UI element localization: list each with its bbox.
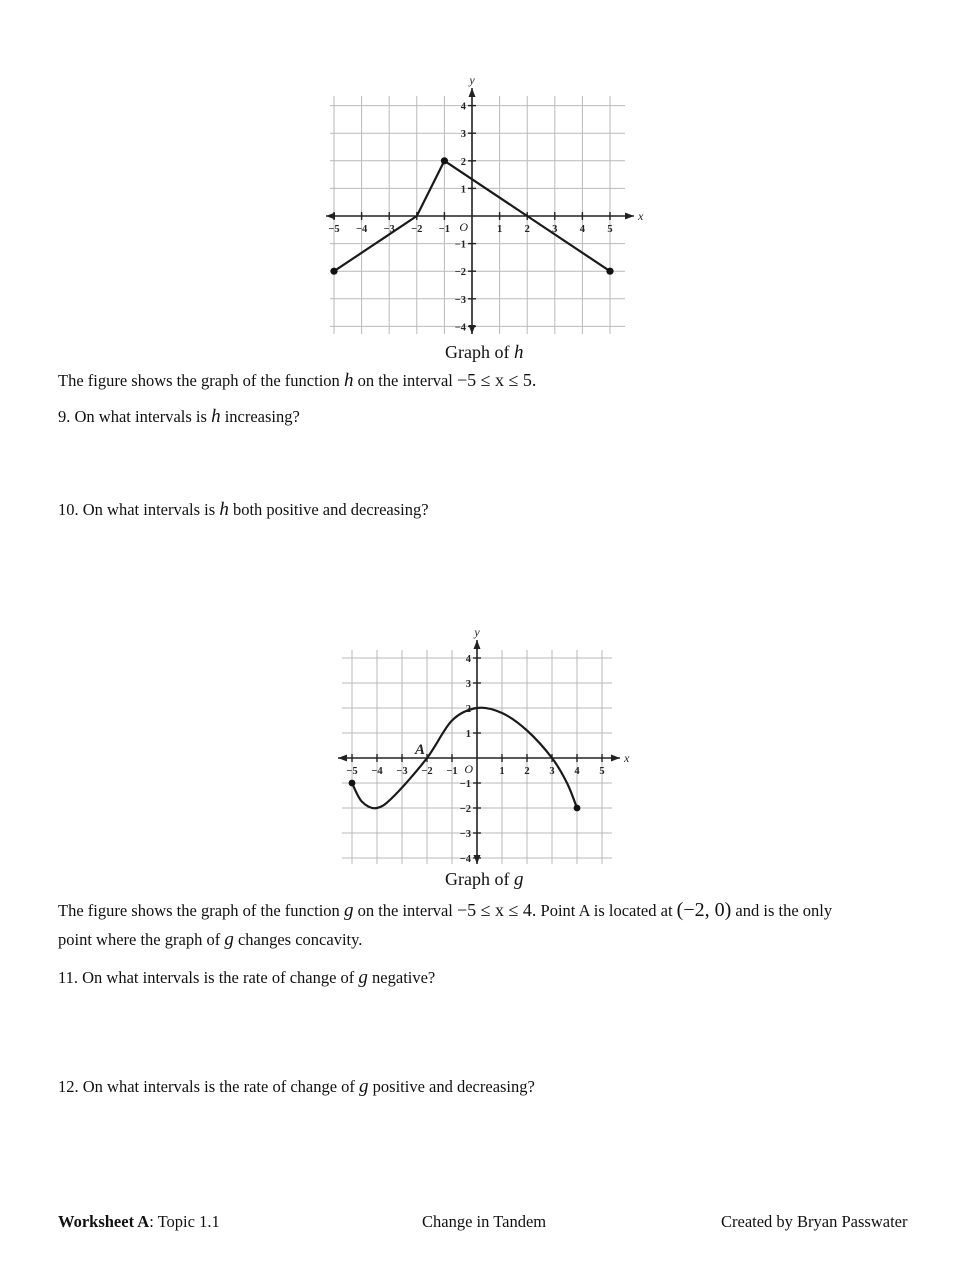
graph-h-endpoint-dot (606, 268, 613, 275)
question-9: 9. On what intervals is h increasing? (58, 406, 300, 427)
graph-g-origin-label: O (464, 762, 473, 776)
graph-h-x-tick-label: 3 (552, 224, 558, 235)
question-11: 11. On what intervals is the rate of change of g negative? (58, 967, 436, 988)
graph-g-y-arrow (474, 640, 481, 649)
graph-g-x-tick-label: −5 (346, 766, 358, 777)
graph-h-x-tick-label: 4 (579, 224, 586, 235)
graph-g-endpoint-dot (574, 805, 581, 812)
graph-g-x-tick-label: −4 (371, 766, 383, 777)
graph-h-y-tick-label: 2 (460, 156, 466, 168)
graph-g-caption (445, 869, 523, 891)
graph-h-y-tick-label: −1 (454, 239, 466, 251)
graph-g-x-tick-label: −1 (446, 766, 458, 777)
graph-h-x-tick-label: 1 (496, 224, 503, 235)
footer-left (58, 1212, 220, 1232)
graph-h-x-axis-label: x (638, 209, 644, 223)
graph-g-y-axis-label: y (474, 628, 480, 639)
graph-g-x-tick-label: −2 (421, 766, 433, 777)
graph-g-caption-var: g (513, 869, 524, 890)
graph-g-x-tick-label: 2 (524, 766, 530, 777)
graph-g-x-arrow-left (338, 755, 347, 762)
graph-h-y-tick-label: −3 (454, 294, 466, 306)
graph-h-x-tick-label: 5 (607, 224, 613, 235)
graph-g-x-tick-label: 3 (549, 766, 555, 777)
graph-h-x-tick-label: −4 (355, 224, 368, 235)
graph-g-y-tick-label: 2 (465, 704, 471, 715)
graph-h-x-tick-label: −1 (438, 224, 451, 235)
graph-h-caption (445, 342, 523, 364)
graph-h-x-tick-label: −5 (328, 224, 340, 235)
graph-h (320, 72, 650, 342)
footer-center: Change in Tandem (422, 1212, 547, 1231)
graph-g-x-tick-label: 4 (574, 766, 580, 777)
graph-h-y-tick-label: −4 (454, 322, 466, 334)
graph-g-y-tick-label: 3 (465, 679, 471, 690)
graph-g-x-arrow (611, 755, 620, 762)
graph-g-y-tick-label: −4 (459, 854, 471, 865)
graph-h-x-arrow (625, 213, 634, 220)
graph-h-y-axis-label: y (469, 73, 475, 87)
graph-h-caption-var: h (513, 342, 524, 363)
graph-h-y-tick-label: 1 (460, 184, 466, 196)
g-intro-line1: The figure shows the graph of the function g on the interval −5 ≤ x ≤ 4. Point A is located at (−2, 0) and is the only (58, 899, 833, 921)
footer-worksheet-title: Worksheet A (58, 1212, 150, 1231)
question-12: 12. On what intervals is the rate of change of g positive and decreasing? (58, 1076, 535, 1097)
graph-g-y-tick-label: −3 (459, 829, 471, 840)
g-intro-line2: point where the graph of g changes concavity. (58, 929, 363, 950)
footer-right: Created by Bryan Passwater (721, 1212, 908, 1231)
graph-g-y-tick-label: 1 (465, 729, 471, 740)
graph-g-x-tick-label: 5 (599, 766, 605, 777)
graph-h-origin-label: O (459, 220, 468, 234)
graph-g (330, 628, 640, 870)
graph-h-caption-text: Graph of (445, 342, 510, 362)
graph-h-y-tick-label: 4 (460, 101, 466, 113)
h-intro: The figure shows the graph of the function h on the interval −5 ≤ x ≤ 5. (58, 370, 537, 391)
graph-g-x-tick-label: 1 (499, 766, 505, 777)
graph-g-caption-text: Graph of (445, 869, 510, 889)
graph-g-endpoint-dot (349, 780, 356, 787)
graph-g-y-tick-label: −2 (459, 804, 471, 815)
graph-h-x-tick-label: 2 (524, 224, 530, 235)
graph-h-grid (330, 96, 625, 334)
graph-h-y-tick-label: 3 (460, 129, 466, 141)
footer-topic: : Topic 1.1 (149, 1212, 220, 1231)
graph-g-point-a-label: A (415, 742, 426, 758)
graph-h-x-tick-label: −3 (383, 224, 395, 235)
graph-h-endpoint-dot (330, 268, 337, 275)
graph-g-x-axis-label: x (624, 751, 630, 765)
graph-h-y-arrow (469, 88, 476, 97)
graph-g-y-tick-label: −1 (459, 779, 471, 790)
graph-h-x-tick-label: −2 (411, 224, 423, 235)
graph-h-endpoint-dot (441, 157, 448, 164)
graph-g-y-tick-label: 4 (465, 654, 471, 665)
graph-g-y-arrow-down (474, 855, 481, 864)
graph-h-y-tick-label: −2 (454, 267, 466, 279)
graph-g-x-tick-label: −3 (396, 766, 408, 777)
question-10: 10. On what intervals is h both positive and decreasing? (58, 499, 429, 520)
